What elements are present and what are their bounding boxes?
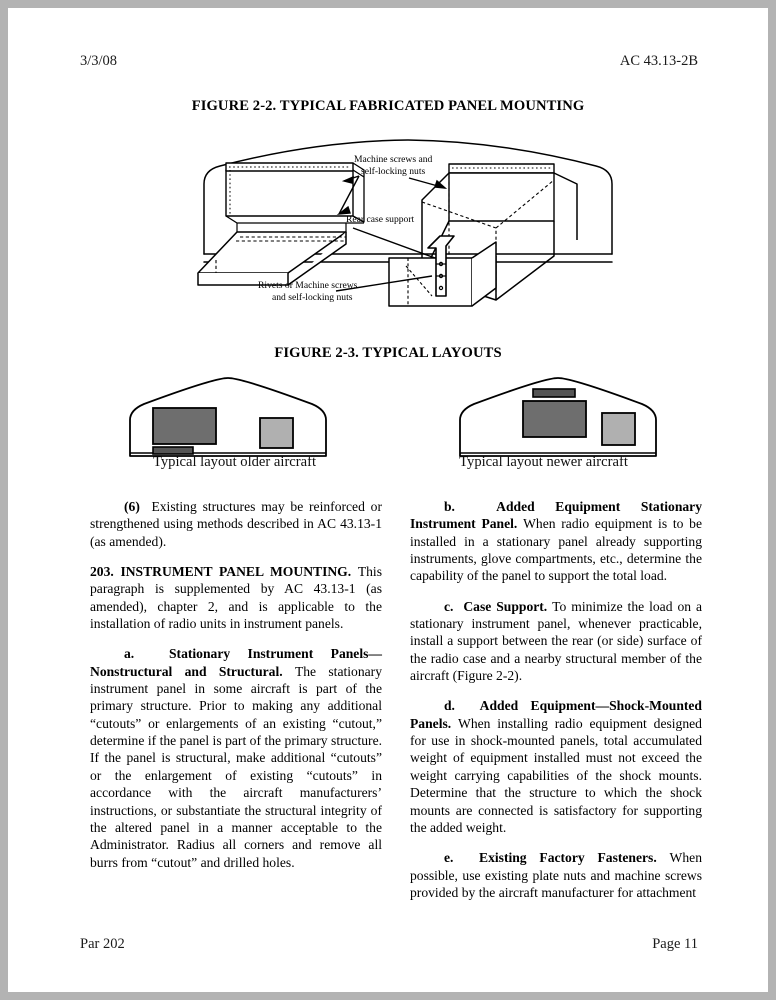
paragraph-203 — [90, 563, 382, 632]
paragraph-c-letter: c. — [444, 598, 454, 614]
callout-rear-case-support: Rear case support — [346, 214, 415, 225]
running-head — [80, 53, 698, 70]
paragraph-d-letter: d. — [444, 698, 455, 714]
figure-2-3-title: FIGURE 2-3. TYPICAL LAYOUTS — [274, 345, 502, 361]
footer-page-ref: Page 11 — [652, 936, 698, 952]
paragraph-e-text: When possible, use existing plate nuts and machine screws provided by the aircraft manufacturer for attachment — [410, 850, 702, 900]
left-column — [90, 498, 382, 901]
paragraph-203-heading: 203. INSTRUMENT PANEL MOUNTING. — [90, 564, 352, 580]
figure-2-3-drawing — [108, 368, 688, 463]
paragraph-203-text: This paragraph is supplemented by AC 43.13-1 (as amended), chapter 2, and is applicable to the installation of radio units in instrument panels. — [90, 564, 382, 632]
figure-2-2-title: FIGURE 2-2. TYPICAL FABRICATED PANEL MOUNTING — [191, 98, 585, 114]
footer-paragraph-ref: Par 202 — [80, 936, 125, 952]
paragraph-c — [410, 598, 702, 685]
running-foot — [80, 936, 698, 953]
paragraph-e-heading: Existing Factory Fasteners. — [479, 850, 657, 866]
paragraph-d — [410, 697, 702, 836]
paragraph-a-letter: a. — [124, 646, 135, 662]
paragraph-c-text: To minimize the load on a stationary instrument panel, whenever practicable, install a support between the rear (or side) surface of the radio case and a nearby structural member of the aircraft (Figure 2-2). — [410, 598, 703, 684]
figure-2-2-drawing — [196, 136, 620, 318]
paragraph-6-text: Existing structures may be reinforced or strengthened using methods described in AC 43.13-1 (as amended). — [90, 499, 383, 549]
paragraph-d-heading: Added Equipment—Shock-Mounted Panels. — [410, 698, 702, 731]
paragraph-e — [410, 849, 702, 901]
paragraph-b-text: When radio equipment is to be installed in a stationary panel already supporting instruments, glove compartments, etc., determine the capability of the panel to support the total load. — [410, 516, 702, 584]
header-doc-number: AC 43.13-2B — [619, 53, 698, 69]
paragraph-d-text: When installing radio equipment designed for use in shock-mounted panels, total accumulated weight of equipment installed must not exceed the weight carrying capabilities of the shock mounts. Determine that the structure to which the shock mounts are connected is satisfactory for supporting the added weight. — [410, 715, 702, 835]
callout-rivets-line1: Rivets or Machine screws — [258, 280, 358, 291]
caption-older-aircraft: Typical layout older aircraft — [152, 454, 317, 470]
paragraph-a-heading: Stationary Instrument Panels—Nonstructural and Structural. — [90, 646, 382, 679]
body-columns — [90, 498, 702, 901]
paragraph-b — [410, 498, 702, 585]
callout-rivets-line2: and self-locking nuts — [272, 292, 353, 303]
caption-newer-aircraft: Typical layout newer aircraft — [459, 454, 628, 470]
document-page — [8, 8, 768, 992]
paragraph-a-text: The stationary instrument panel in some aircraft is part of the primary structure. Prior to making any additional “cutouts” or enlargements of an existing “cutout,” determine if the panel is part of the primary structure. If the panel is structural, make additional “cutouts” or the enlargement of existing “cutouts” in accordance with the aircraft manufacturers’ instructions, or substantiate the structural integrity of the altered panel in a manner acceptable to the Administrator. Radius all corners and remove all burrs from “cutout” and drilled holes. — [90, 663, 382, 870]
paragraph-b-heading: Added Equipment Stationary Instrument Panel. — [410, 499, 703, 532]
layout-newer-aircraft — [460, 378, 656, 456]
paragraph-b-letter: b. — [444, 499, 455, 514]
figure-2-3-captions — [80, 454, 698, 471]
right-column — [410, 498, 702, 901]
header-date: 3/3/08 — [80, 53, 118, 69]
paragraph-c-heading: Case Support. — [463, 598, 548, 614]
paragraph-6 — [90, 498, 382, 550]
callout-machine-screws-line1: Machine screws and — [354, 154, 433, 165]
callout-machine-screws-line2: self-locking nuts — [361, 166, 426, 177]
paragraph-e-letter: e. — [444, 850, 454, 866]
layout-older-aircraft — [130, 378, 326, 456]
paragraph-a — [90, 645, 382, 870]
paragraph-6-number: (6) — [124, 499, 140, 514]
